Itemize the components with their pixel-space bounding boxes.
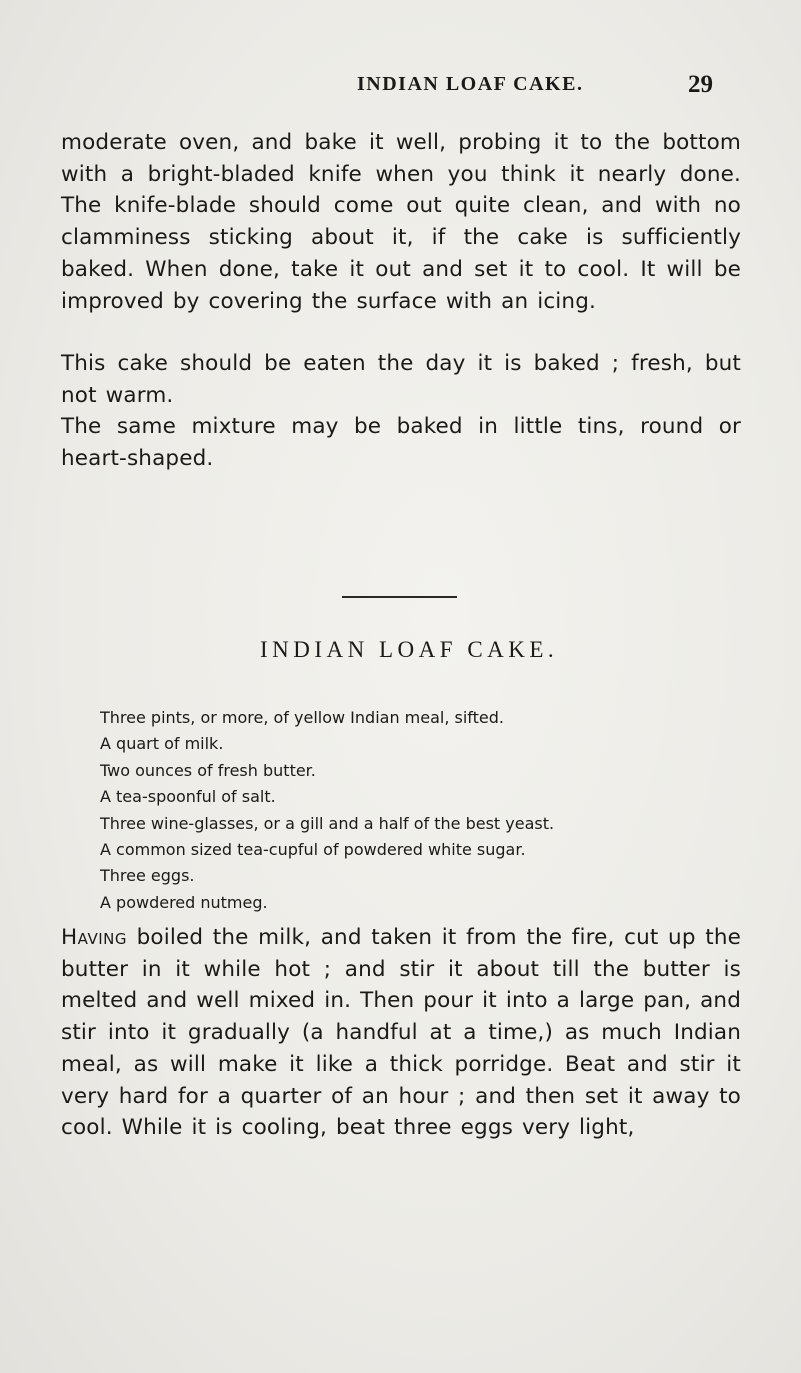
ingredient-item: A tea-spoonful of salt.	[100, 787, 276, 807]
ingredient-item: Two ounces of fresh butter.	[100, 760, 316, 780]
ingredient-item: Three wine-glasses, or a gill and a half of the best yeast.	[100, 813, 555, 833]
running-title: INDIAN LOAF CAKE.	[357, 73, 584, 95]
directions-text: boiled the milk, and taken it from the fire, cut up the butter in it while hot ; and stir it about till the butter is melted and well mixed in. Then pour it into a large pan, and stir into it gradually (a handful at a time,) as much Indian meal, as will make it like a thick porridge. Beat and stir it very hard for a quarter of an hour ; and then set it away to cool. While it is cooling, beat three eggs very light,	[61, 925, 741, 1141]
ingredient-item: Three eggs.	[100, 866, 195, 886]
paragraph-text: This cake should be eaten the day it is baked ; fresh, but not warm.	[61, 351, 741, 408]
recipe-title: INDIAN LOAF CAKE.	[260, 637, 559, 662]
paragraph-text: moderate oven, and bake it well, probing it to the bottom with a bright-bladed knife when you think it nearly done. The knife-blade should come out quite clean, and with no clamminess sticking about it, if the cake is sufficiently baked. When done, take it out and set it to cool. It will be improved by covering the surface with an icing.	[61, 130, 741, 314]
paragraph-tins-note	[61, 411, 741, 474]
ingredients-list	[100, 705, 740, 916]
page-number: 29	[688, 71, 713, 98]
section-divider	[342, 596, 457, 598]
directions-lead-word: Having	[61, 925, 127, 950]
ingredient-item: A common sized tea-cupful of powdered white sugar.	[100, 840, 526, 860]
paragraph-text	[61, 922, 741, 1144]
ingredient-item: A powdered nutmeg.	[100, 892, 268, 912]
paragraph-text: The same mixture may be baked in little tins, round or heart-shaped.	[61, 414, 741, 471]
ingredient-item: Three pints, or more, of yellow Indian meal, sifted.	[100, 708, 505, 727]
paragraph-baking-instructions	[61, 127, 741, 317]
paragraph-serving-note	[61, 348, 741, 411]
running-head	[0, 73, 801, 103]
ingredient-item: A quart of milk.	[100, 734, 224, 754]
paragraph-directions	[61, 922, 741, 1144]
